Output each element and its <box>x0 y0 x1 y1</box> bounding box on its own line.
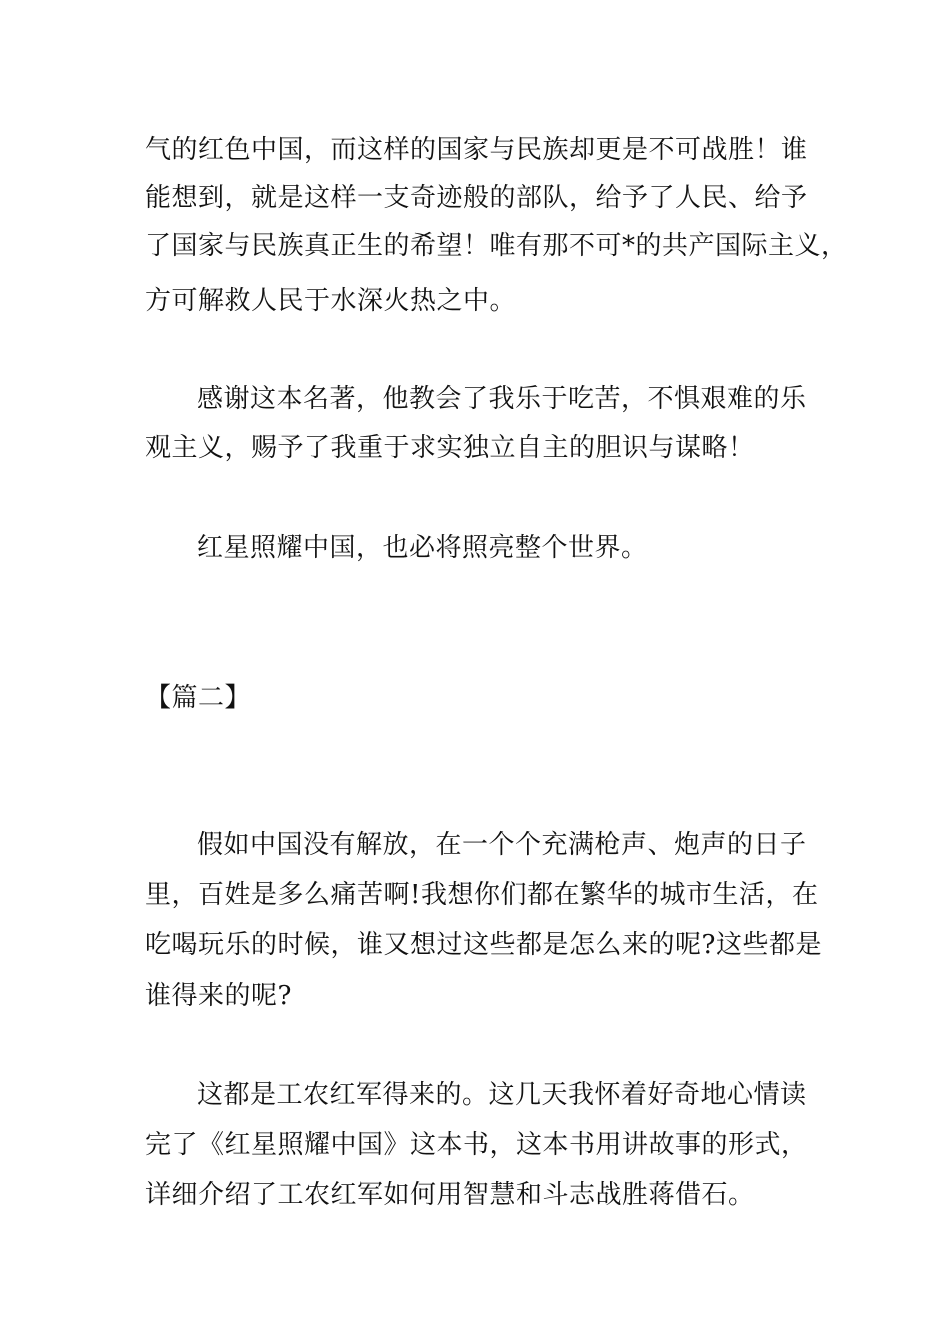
paragraph-line: 谁得来的呢? <box>145 981 292 1011</box>
paragraph-line: 完了《红星照耀中国》这本书，这本书用讲故事的形式， <box>145 1130 808 1160</box>
paragraph-line: 里，百姓是多么痛苦啊!我想你们都在繁华的城市生活，在 <box>145 880 819 910</box>
paragraph-line: 方可解救人民于水深火热之中。 <box>145 286 517 316</box>
paragraph-line: 感谢这本名著，他教会了我乐于吃苦，不惧艰难的乐 <box>197 384 807 414</box>
paragraph-line: 红星照耀中国，也必将照亮整个世界。 <box>197 533 648 563</box>
paragraph-line: 详细介绍了工农红军如何用智慧和斗志战胜蒋借石。 <box>145 1180 755 1210</box>
paragraph-line: 这都是工农红军得来的。这几天我怀着好奇地心情读 <box>197 1080 807 1110</box>
paragraph-line: 气的红色中国，而这样的国家与民族却更是不可战胜！谁 <box>145 135 808 165</box>
paragraph-line: 了国家与民族真正生的希望！唯有那不可*的共产国际主义， <box>145 231 848 261</box>
section-heading: 【篇二】 <box>145 683 252 713</box>
paragraph-line: 吃喝玩乐的时候，谁又想过这些都是怎么来的呢?这些都是 <box>145 930 822 960</box>
paragraph-line: 观主义，赐予了我重于求实独立自主的胆识与谋略！ <box>145 433 755 463</box>
paragraph-line: 能想到，就是这样一支奇迹般的部队，给予了人民、给予 <box>145 183 808 213</box>
paragraph-line: 假如中国没有解放，在一个个充满枪声、炮声的日子 <box>197 830 807 860</box>
